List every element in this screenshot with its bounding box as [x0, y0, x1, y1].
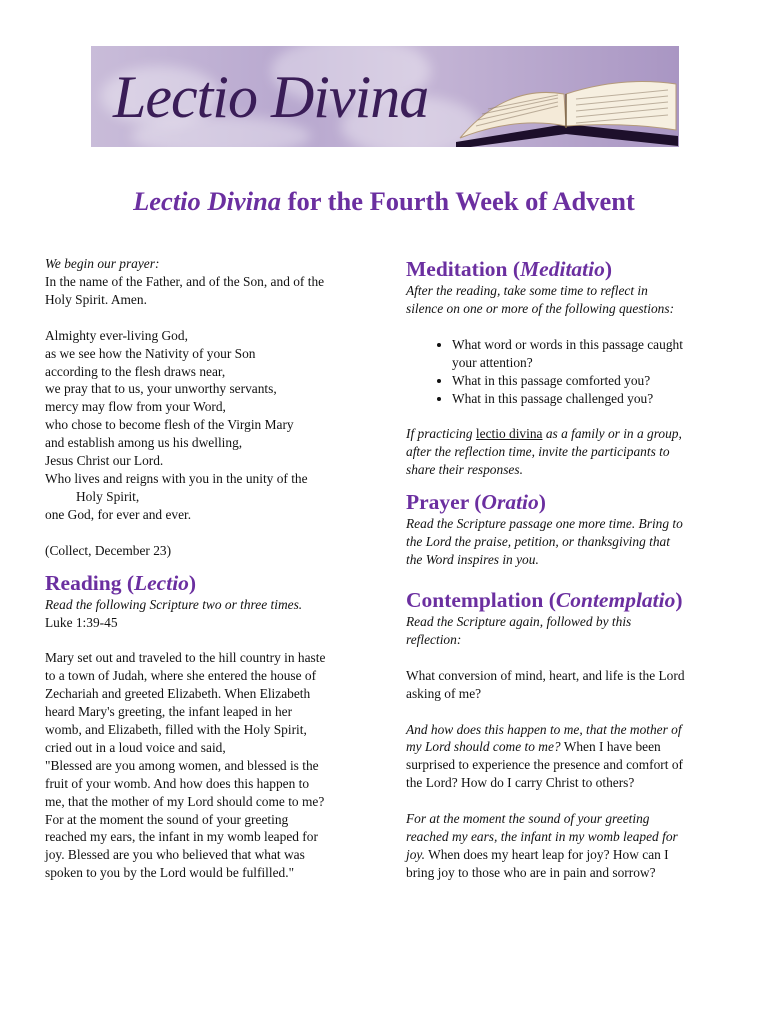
collect-source: (Collect, December 23)	[45, 542, 172, 558]
right-column	[406, 256, 736, 882]
scripture-line: spoken to you by the Lord would be fulfilled."	[45, 865, 295, 881]
scripture-line: "Blessed are you among women, and blessed is the	[45, 757, 319, 773]
prayer-heading: Prayer (Oratio)	[406, 490, 546, 515]
meditation-instruction: silence on one or more of the following questions:	[406, 300, 675, 316]
collect-line: according to the flesh draws near,	[45, 363, 226, 379]
collect-line: who chose to become flesh of the Virgin Mary	[45, 417, 294, 433]
contemplation-line: Read the Scripture again, followed by this	[406, 613, 632, 629]
family-note: after the reflection time, invite the participants to	[406, 444, 670, 460]
family-note: share their responses.	[406, 462, 523, 478]
scripture-line: Zechariah and greeted Elizabeth. When Elizabeth	[45, 686, 311, 702]
question-three-line: bring joy to those who are in pain and sorrow?	[406, 864, 656, 880]
page-title-rest: for the Fourth Week of Advent	[281, 186, 635, 216]
scripture-line: cried out in a loud voice and said,	[45, 739, 226, 755]
question-three-line: joy. When does my heart leap for joy? How can I	[406, 846, 669, 862]
collect-line: one God, for ever and ever.	[45, 506, 192, 522]
prayer-line: the Word inspires in you.	[406, 551, 539, 567]
conversion-line: What conversion of mind, heart, and life is the Lord	[406, 667, 685, 683]
intro-line: We begin our prayer:	[45, 256, 160, 271]
collect-line: as we see how the Nativity of your Son	[45, 345, 256, 361]
scripture-line: womb, and Elizabeth, filled with the Holy Spirit,	[45, 722, 307, 738]
lectio-divina-link[interactable]: lectio divina	[475, 426, 543, 442]
meditation-instruction: After the reading, take some time to reflect in	[406, 283, 648, 298]
question-two-line: surprised to experience the presence and comfort of	[406, 757, 683, 773]
scripture-line: Mary set out and traveled to the hill country in haste	[45, 650, 326, 666]
contemplation-heading: Contemplation (Contemplatio)	[406, 587, 683, 612]
contemplation-line: reflection:	[406, 631, 462, 647]
collect-line: Who lives and reigns with you in the unity of the	[45, 470, 308, 486]
page-title-italic: Lectio Divina	[133, 186, 282, 216]
scripture-line: fruit of your womb. And how does this happen to	[45, 775, 310, 791]
scripture-line: to a town of Judah, where she entered the house of	[45, 668, 317, 684]
list-item: • What in this passage challenged you?	[452, 390, 736, 408]
prayer-line: the Lord the praise, petition, or thanksgiving that	[406, 534, 670, 550]
question-two-line: And how does this happen to me, that the mother of	[406, 721, 682, 737]
meditation-heading: Meditation (Meditatio)	[406, 257, 613, 281]
collect-line: Almighty ever-living God,	[45, 327, 188, 343]
list-item: • What in this passage comforted you?	[452, 372, 736, 390]
collect-line: mercy may flow from your Word,	[45, 399, 226, 415]
question-two-line: the Lord? How do I carry Christ to others?	[406, 775, 635, 791]
scripture-line: heard Mary's greeting, the infant leaped in her	[45, 704, 293, 720]
question-two-line: my Lord should come to me? When I have been	[406, 739, 661, 755]
open-bible-icon	[446, 54, 679, 147]
reading-heading: Reading (Lectio)	[45, 570, 197, 595]
banner-title: Lectio Divina	[113, 64, 429, 130]
reading-reference: Luke 1:39-45	[45, 614, 118, 630]
collect-line: Jesus Christ our Lord.	[45, 453, 164, 469]
sign-cross-line: Holy Spirit. Amen.	[45, 291, 147, 307]
scripture-line: joy. Blessed are you who believed that what was	[45, 847, 305, 863]
lectio-divina-banner	[91, 46, 679, 147]
sign-cross-line: In the name of the Father, and of the Son, and of the	[45, 273, 325, 289]
reading-instruction: Read the following Scripture two or three times.	[45, 596, 303, 612]
left-column	[45, 255, 375, 882]
scripture-line: For at the moment the sound of your greeting	[45, 811, 289, 827]
scripture-line: me, that the mother of my Lord should come to me?	[45, 793, 325, 809]
family-note: If practicing lectio divina as a family or in a group,	[406, 426, 682, 442]
question-list	[406, 336, 736, 408]
question-three-line: reached my ears, the infant in my womb leaped for	[406, 829, 678, 845]
list-item: • What word or words in this passage caught your attention?	[452, 336, 736, 372]
page-title	[0, 184, 768, 218]
conversion-line: asking of me?	[406, 685, 482, 701]
collect-line: we pray that to us, your unworthy servants,	[45, 381, 277, 397]
collect-line: Holy Spirit,	[76, 488, 140, 504]
prayer-line: Read the Scripture passage one more time. Bring to	[406, 516, 683, 532]
collect-line: and establish among us his dwelling,	[45, 435, 243, 451]
question-three-line: For at the moment the sound of your greeting	[406, 811, 650, 827]
scripture-line: reached my ears, the infant in my womb leaped for	[45, 829, 318, 845]
